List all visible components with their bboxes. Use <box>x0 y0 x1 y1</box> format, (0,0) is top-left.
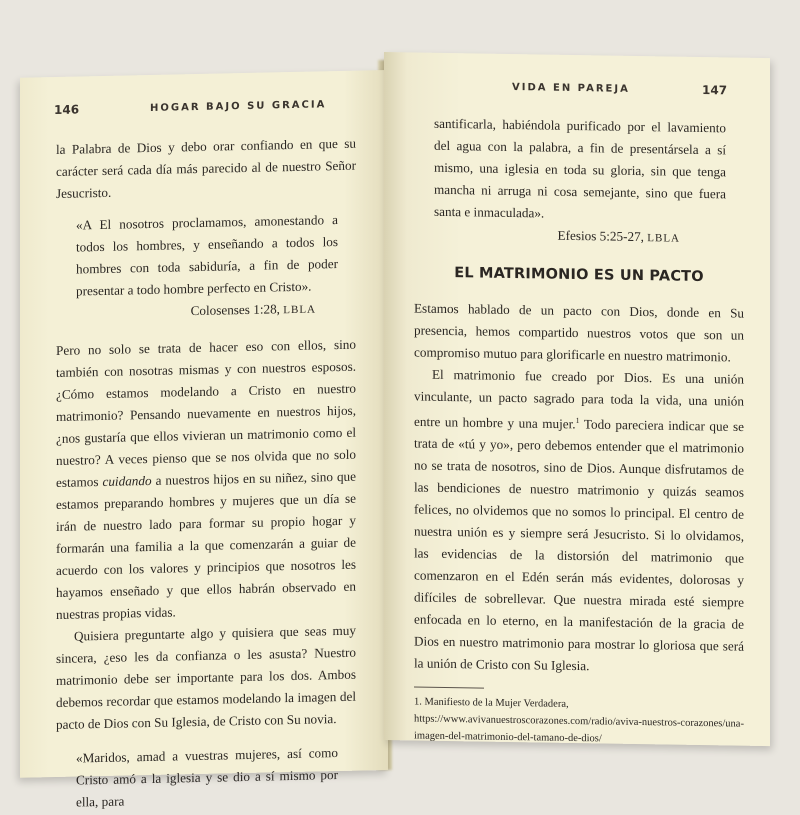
right-page <box>384 52 770 746</box>
section-heading: EL MATRIMONIO ES UN PACTO <box>454 265 704 286</box>
footnote-marker: 1 <box>575 416 580 426</box>
emphasis-word: cuidando <box>102 472 152 489</box>
right-text-column <box>414 112 744 750</box>
left-page <box>20 70 388 810</box>
ephesians-citation-ref: Efesios 5:25-27, <box>557 227 644 245</box>
ephesians-citation-version: LBLA <box>647 232 680 245</box>
ephesians-quote-continued: santificarla, habiéndola purificado por el lavamiento del agua con la palabra, a fin de presentársela a sí mismo, una iglesia en toda su gloria, sin que tenga mancha ni arruga ni cosa semejante, sino que fuera santa e inmaculada». <box>434 115 726 221</box>
colossians-citation-ref: Colosenses 1:28, <box>190 301 280 319</box>
left-paragraph-2 <box>56 334 356 626</box>
ephesians-quote-start: «Maridos, amad a vuestras mujeres, así como Cristo amó a la iglesia y se dio a sí mismo por ella, para <box>76 745 338 810</box>
colossians-citation-version: LBLA <box>283 303 316 317</box>
left-paragraph-3: Quisiera preguntarte algo y quisiera que seas muy sincera, ¿eso les da confianza o les asusta? Nuestro matrimonio debe ser importante para los dos. Ambos debemos recordar que estamos modelando la imagen del pacto de Dios con Su Iglesia, de Cristo con Su novia. <box>56 622 356 732</box>
left-page-number: 146 <box>54 102 80 117</box>
right-paragraph-1: Estamos hablado de un pacto con Dios, donde en Su presencia, hemos compartido nuestros votos que son un compromiso mutuo para glorificarle en nuestro matrimonio. <box>414 300 744 365</box>
left-text-column <box>56 133 356 814</box>
footnote-divider <box>414 687 484 689</box>
colossians-quote: «A El nosotros proclamamos, amonestando a todos los hombres, y enseñando a todos los hombres con toda sabiduría, a fin de poder presentar a todo hombre perfecto en Cristo». <box>76 212 338 299</box>
right-page-number: 147 <box>702 82 728 98</box>
right-running-head: VIDA EN PAREJA <box>512 82 630 95</box>
ephesians-citation <box>414 222 744 250</box>
left-paragraph-2-part-b: a nuestros hijos en su niñez, sino que estamos preparando hombres y mujeres que un día se irán de nuestro lado para formar su propio hogar y formarán una familia a la que comenzarán a guiar de acuerdo con los valores y principios que nosotros les hayamos enseñado y que ellos habrán observado en nuestras propias vidas. <box>56 468 356 622</box>
right-paragraph-2 <box>414 363 744 680</box>
right-paragraph-2-part-a: El matrimonio fue creado por Dios. Es una unión vinculante, un pacto sagrado para toda la vida, una unión entre un hombre y una mujer. <box>414 366 744 432</box>
footnote-text: 1. Manifiesto de la Mujer Verdadera, https://www.avivanuestroscorazones.com/radio/aviva-nuestros-corazones/una-imagen-del-matrimonio-del-tamano-de-dios/ <box>414 696 744 745</box>
left-running-head: HOGAR BAJO SU GRACIA <box>150 99 327 114</box>
left-paragraph-1: la Palabra de Dios y debo orar confiando en que su carácter será cada día más parecido al de nuestro Señor Jesucristo. <box>56 135 356 201</box>
left-paragraph-2-part-a: Pero no solo se trata de hacer eso con ellos, sino también con nosotras mismas y con nuestros esposos. ¿Cómo estamos modelando a Cristo en nuestro matrimonio? Pensando nuevamente en nuestros hijos, ¿nos gustaría que ellos vivieran un matrimonio como el nuestro? A veces pienso que se nos olvida que no solo estamos <box>56 336 356 490</box>
right-paragraph-2-part-b: Todo pareciera indicar que se trata de «tú y yo», pero debemos entender que el matrimonio no se trata de nosotros, sino de Dios. Aunque disfrutamos de las bendiciones de nuestro matrimonio y quizás seamos felices, no olvidemos que no somos lo principal. El centro de nuestra unión es y siempre será Jesucristo. Si lo olvidamos, las evidencias de la distorsión del matrimonio que comenzaron en el Edén serán más evidentes, dolorosas y difíciles de sobrellevar. Que nuestra mirada esté siempre enfocada en lo eterno, en la manifestación de la gracia de Dios en nuestro matrimonio para mostrar lo gloriosa que será la unión de Cristo con Su Iglesia. <box>414 416 745 674</box>
